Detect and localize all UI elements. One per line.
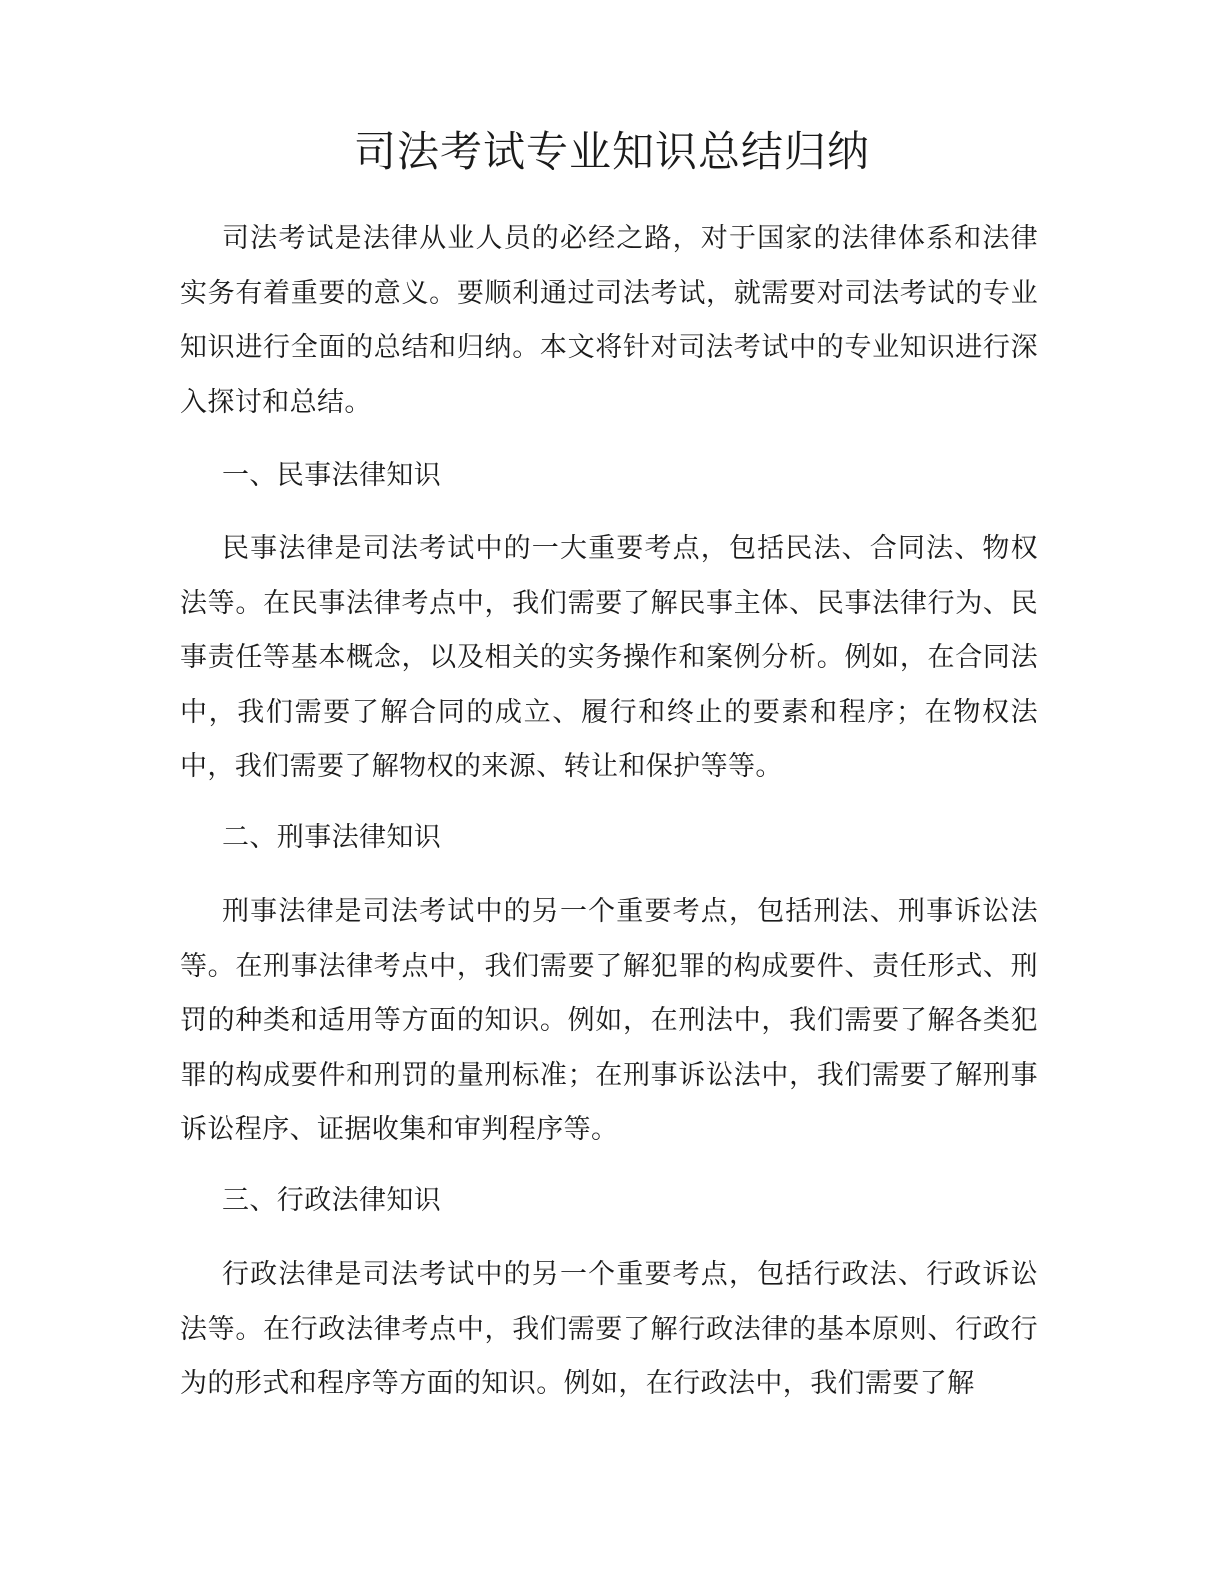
intro-paragraph: 司法考试是法律从业人员的必经之路，对于国家的法律体系和法律实务有着重要的意义。要顺利通过司法考试，就需要对司法考试的专业知识进行全面的总结和归纳。本文将针对司法考试中的专业知识进行深入探讨和总结。 xyxy=(180,223,1038,418)
section-body-criminal: 刑事法律是司法考试中的另一个重要考点，包括刑法、刑事诉讼法等。在刑事法律考点中，我们需要了解犯罪的构成要件、责任形式、刑罚的种类和适用等方面的知识。例如，在刑法中，我们需要了解各类犯罪的构成要件和刑罚的量刑标准；在刑事诉讼法中，我们需要了解刑事诉讼程序、证据收集和审判程序等。 xyxy=(180,896,1038,1145)
section-heading-administrative: 三、行政法律知识 xyxy=(222,1185,442,1216)
document-title: 司法考试专业知识总结归纳 xyxy=(353,127,870,176)
section-body-administrative: 行政法律是司法考试中的另一个重要考点，包括行政法、行政诉讼法等。在行政法律考点中，我们需要了解行政法律的基本原则、行政行为的形式和程序等方面的知识。例如，在行政法中，我们需要了解 xyxy=(180,1259,1038,1399)
section-heading-criminal: 二、刑事法律知识 xyxy=(222,822,442,853)
section-body-civil: 民事法律是司法考试中的一大重要考点，包括民法、合同法、物权法等。在民事法律考点中，我们需要了解民事主体、民事法律行为、民事责任等基本概念，以及相关的实务操作和案例分析。例如，在合同法中，我们需要了解合同的成立、履行和终止的要素和程序；在物权法中，我们需要了解物权的来源、转让和保护等等。 xyxy=(180,533,1038,782)
section-heading-civil: 一、民事法律知识 xyxy=(222,460,442,491)
